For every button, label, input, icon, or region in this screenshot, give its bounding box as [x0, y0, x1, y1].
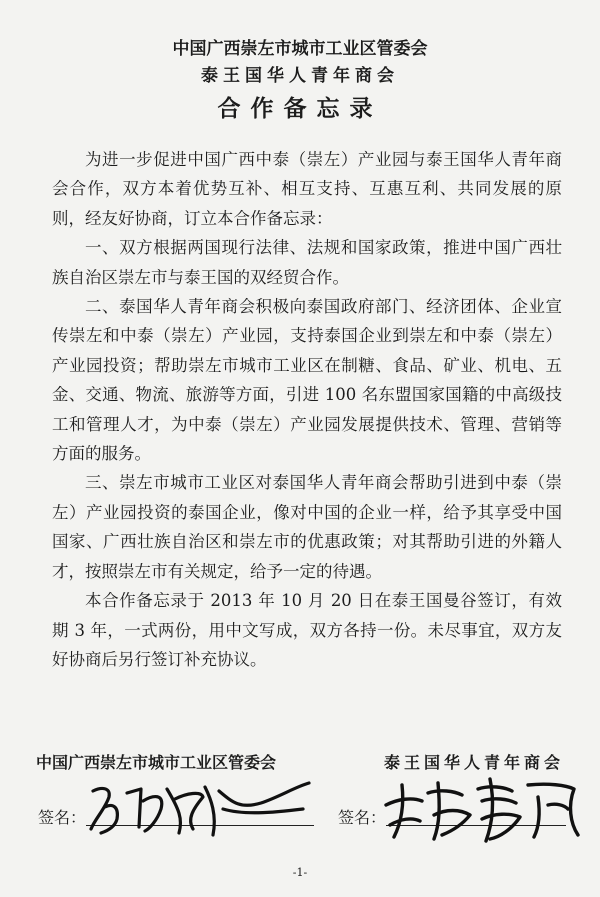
signatory-right-org: 泰王国华人青年商会 [383, 753, 564, 772]
header-org-1: 中国广西崇左市城市工业区管委会 [172, 39, 428, 59]
signature-block-right [338, 805, 386, 828]
page-number: -1- [292, 866, 308, 879]
handwritten-signature-right [378, 775, 600, 845]
paragraph-validity: 本合作备忘录于 2013 年 10 月 20 日在泰王国曼谷签订，有效期 3 年，一式两份，用中文写成，双方各持一份。未尽事宜，双方友好协商后另行签订补充协议。 [52, 591, 562, 669]
document-title: 合作备忘录 [217, 96, 383, 122]
paragraph-intro: 为进一步促进中国广西中泰（崇左）产业园与泰王国华人青年商会合作，双方本着优势互补、相互支持、互惠互利、共同发展的原则，经友好协商，订立本合作备忘录： [52, 150, 562, 228]
handwritten-signature-left [83, 779, 313, 839]
document-body [52, 145, 562, 674]
document-header [0, 36, 600, 126]
paragraph-clause-1: 一、双方根据两国现行法律、法规和国家政策，推进中国广西壮族自治区崇左市与泰王国的双经贸合作。 [52, 238, 562, 287]
signatory-left-org: 中国广西崇左市城市工业区管委会 [36, 753, 277, 772]
paragraph-clause-2: 二、泰国华人青年商会积极向泰国政府部门、经济团体、企业宣传崇左和中泰（崇左）产业园，支持泰国企业到崇左和中泰（崇左）产业园投资；帮助崇左市城市工业区在制糖、食品、矿业、机电、五金、交通、物流、旅游等方面，引进 100 名东盟国家国籍的中高级技工和管理人才，为中泰（崇左）产业园发展提供技术、管理、营销等方面的服务。 [52, 297, 562, 464]
signature-label-right: 签名： [338, 808, 387, 827]
header-org-2: 泰王国华人青年商会 [201, 66, 399, 86]
signature-block-left [38, 805, 86, 828]
paragraph-clause-3: 三、崇左市城市工业区对泰国华人青年商会帮助引进到中泰（崇左）产业园投资的泰国企业，像对中国的企业一样，给予其享受中国国家、广西壮族自治区和崇左市的优惠政策；对其帮助引进的外籍人才，按照崇左市有关规定，给予一定的待遇。 [52, 473, 562, 581]
signature-label-left: 签名： [38, 808, 87, 827]
